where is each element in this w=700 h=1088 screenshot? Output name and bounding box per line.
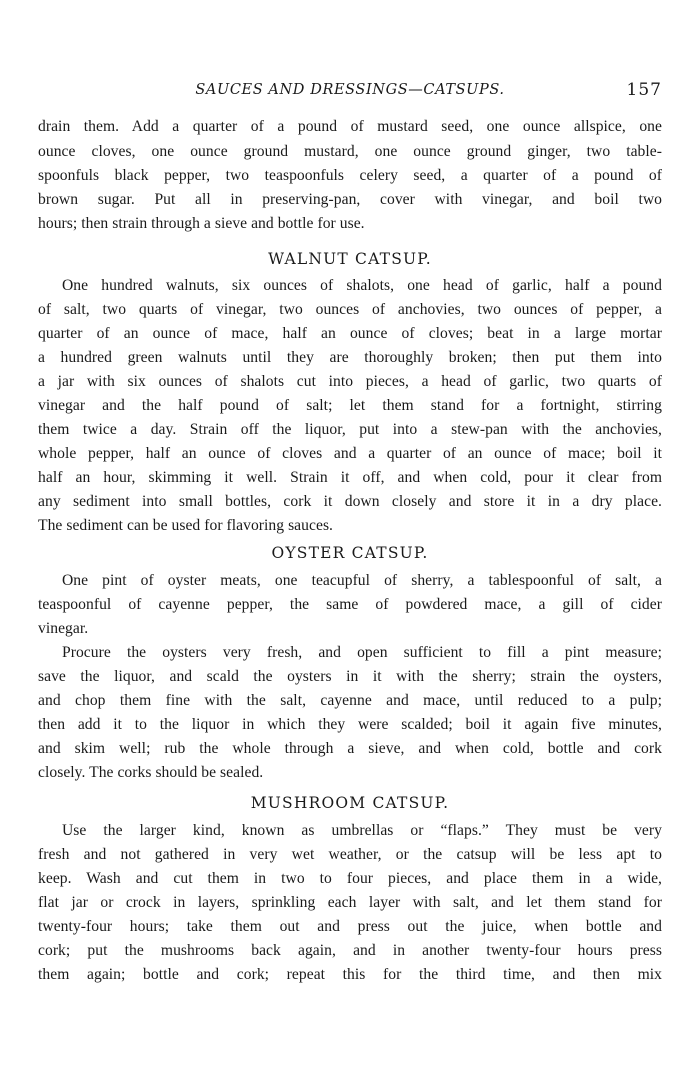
text-line: half an hour, skimming it well. Strain it off, and when cold, pour it clear from	[38, 469, 662, 486]
text-line: The sediment can be used for flavoring sauces.	[38, 517, 334, 534]
text-line: twenty-four hours; take them out and press out the juice, when bottle and	[38, 918, 662, 935]
text-line: hours; then strain through a sieve and bottle for use.	[38, 215, 365, 232]
section-heading: MUSHROOM CATSUP.	[250, 794, 450, 812]
text-line: ounce cloves, one ounce ground mustard, one ounce ground ginger, two table-	[38, 143, 662, 160]
running-title: SAUCES AND DRESSINGS—CATSUPS.	[195, 82, 505, 98]
text-line: Use the larger kind, known as umbrellas or “flaps.” They must be very	[62, 822, 662, 839]
text-line: fresh and not gathered in very wet weather, or the catsup will be less apt to	[38, 846, 662, 863]
text-line: One pint of oyster meats, one teacupful of sherry, a tablespoonful of salt, a	[62, 572, 662, 589]
text-line: a hundred green walnuts until they are thoroughly broken; then put them into	[38, 349, 662, 366]
text-line: quarter of an ounce of mace, half an ounce of cloves; beat in a large mortar	[38, 325, 662, 342]
text-line: a jar with six ounces of shalots cut into pieces, a head of garlic, two quarts of	[38, 373, 662, 390]
text-line: keep. Wash and cut them in two to four pieces, and place them in a wide,	[38, 870, 662, 887]
text-line: drain them. Add a quarter of a pound of mustard seed, one ounce allspice, one	[38, 118, 662, 135]
text-line: then add it to the liquor in which they were scalded; boil it again five minutes,	[38, 716, 662, 733]
text-line: them twice a day. Strain off the liquor, put into a stew-pan with the anchovies,	[38, 421, 662, 438]
text-line: spoonfuls black pepper, two teaspoonfuls celery seed, a quarter of a pound of	[38, 167, 662, 184]
running-head	[38, 80, 662, 104]
text-line: flat jar or crock in layers, sprinkling each layer with salt, and let them stand for	[38, 894, 662, 911]
text-line: them again; bottle and cork; repeat this for the third time, and then mix	[38, 966, 662, 983]
text-line: save the liquor, and scald the oysters in it with the sherry; strain the oysters,	[38, 668, 662, 685]
text-line: whole pepper, half an ounce of cloves and a quarter of an ounce of mace; boil it	[38, 445, 662, 462]
section-heading: OYSTER CATSUP.	[271, 544, 429, 562]
page-number: 157	[626, 80, 662, 100]
text-line: cork; put the mushrooms back again, and in another twenty-four hours press	[38, 942, 662, 959]
text-line: teaspoonful of cayenne pepper, the same of powdered mace, a gill of cider	[38, 596, 662, 613]
text-line: closely. The corks should be sealed.	[38, 764, 264, 781]
text-line: of salt, two quarts of vinegar, two ounces of anchovies, two ounces of pepper, a	[38, 301, 662, 318]
text-line: and chop them fine with the salt, cayenne and mace, until reduced to a pulp;	[38, 692, 662, 709]
text-line: brown sugar. Put all in preserving-pan, cover with vinegar, and boil two	[38, 191, 662, 208]
section-heading: WALNUT CATSUP.	[268, 250, 432, 268]
text-line: vinegar and the half pound of salt; let them stand for a fortnight, stirring	[38, 397, 662, 414]
text-line: Procure the oysters very fresh, and open sufficient to fill a pint measure;	[62, 644, 662, 661]
text-line: and skim well; rub the whole through a sieve, and when cold, bottle and cork	[38, 740, 662, 757]
text-line: vinegar.	[38, 620, 89, 637]
text-line: One hundred walnuts, six ounces of shalots, one head of garlic, half a pound	[62, 277, 662, 294]
text-line: any sediment into small bottles, cork it down closely and store it in a dry place.	[38, 493, 662, 510]
